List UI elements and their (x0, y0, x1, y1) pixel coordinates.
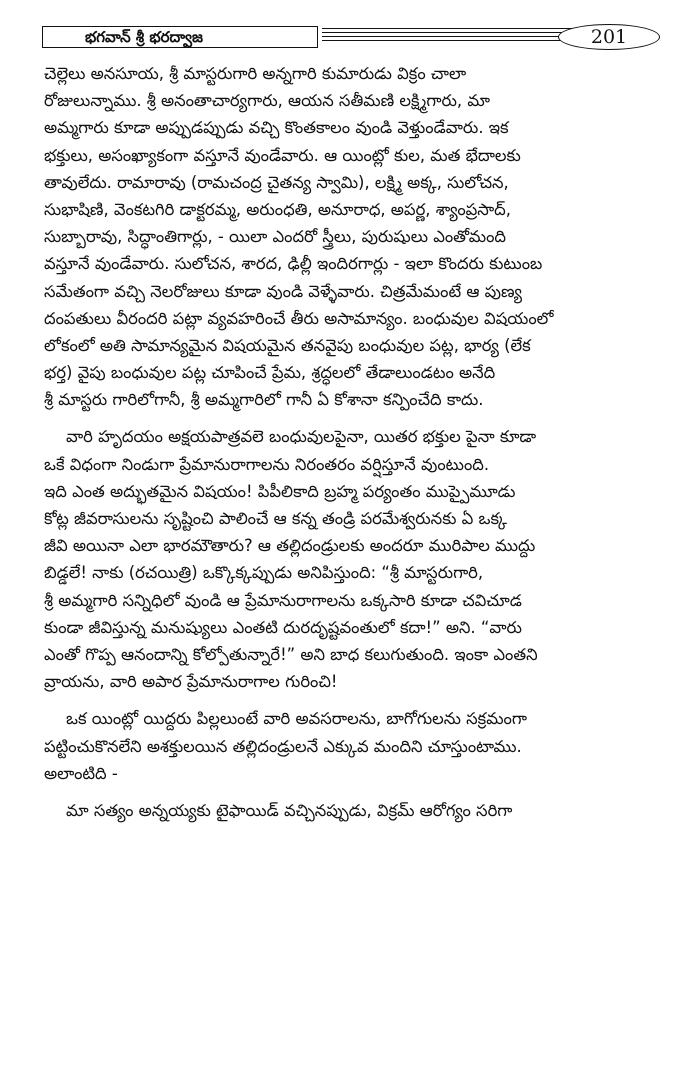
text-line: శ్రీ మాస్టరు గారిలోగానీ, శ్రీ అమ్మగారిలో గానీ ఏ కోశానా కన్పించేది కాదు. (44, 390, 484, 410)
text-line: సుబ్బారావు, సిద్ధాంతిగార్లు, - యిలా ఎందరో స్త్రీలు, పురుషులు ఎంతోమంది (44, 227, 506, 247)
page-number: 201 (558, 24, 660, 50)
text-line: భక్తులు, అసంఖ్యాకంగా వస్తూనే వుండేవారు. ఆ యింట్లో కుల, మత భేదాలకు (44, 145, 521, 165)
text-line: లోకంలో అతి సామాన్యమైన విషయమైన తనవైపు బంధువుల పట్ల, భార్య (లేక (44, 335, 531, 355)
text-line: పట్టించుకొనలేని అశక్తులయిన తల్లిదండ్రులనే ఎక్కువ మందిని చూస్తుంటాము. (44, 736, 522, 756)
text-line: రోజులున్నాము. శ్రీ అనంతాచార్యగారు, ఆయన సతీమణి లక్ష్మిగారు, మా (44, 91, 490, 111)
paragraph (44, 423, 670, 695)
book-title: భగవాన్ శ్రీ భరద్వాజ (42, 26, 318, 48)
text-line: మా సత్యం అన్నయ్యకు టైఫాయిడ్ వచ్చినప్పుడు, విక్రమ్ ఆరోగ్యం సరిగా (66, 800, 513, 820)
text-line: ఎంతో గొప్ప ఆనందాన్ని కోల్పోతున్నారే!” అని బాధ కలుగుతుంది. ఇంకా ఎంతని (44, 644, 538, 664)
paragraph (44, 705, 670, 787)
text-line: అలాంటిది - (44, 763, 118, 783)
paragraph (44, 797, 670, 824)
text-line: ఒక యింట్లో యిద్దరు పిల్లలుంటే వారి అవసరాలను, బాగోగులను సక్రమంగా (66, 709, 527, 729)
paragraph (44, 60, 670, 413)
text-line: సుభాషిణి, వెంకటగిరి డాక్టరమ్మ, అరుంధతి, అనూరాధ, అపర్ణ, శ్యాంప్రసాద్, (44, 199, 511, 219)
text-line: బిడ్డలే! నాకు (రచయిత్రి) ఒక్కొక్కప్పుడు అనిపిస్తుంది: “శ్రీ మాస్టరుగారి, (44, 563, 484, 583)
text-line: భర్త) వైపు బంధువుల పట్ల చూపించే ప్రేమ, శ్రద్ధలలో తేడాలుండటం అనేది (44, 363, 496, 383)
text-line: వస్తూనే వుండేవారు. సులోచన, శారద, ఢిల్లీ ఇందిరగార్లు - ఇలా కొందరు కుటుంబ (44, 254, 543, 274)
text-line: జీవి అయినా ఎలా భారమౌతారు? ఆ తల్లిదండ్రులకు అందరూ మురిపాల ముద్దు (44, 536, 536, 556)
text-line: కుండా జీవిస్తున్న మనుష్యులు ఎంతటి దురదృష్టవంతులో కదా!” అని. “వారు (44, 617, 522, 637)
page-body (44, 60, 670, 834)
text-line: వారి హృదయం అక్షయపాత్రవలె బంధువులపైనా, యితర భక్తుల పైనా కూడా (66, 427, 537, 447)
text-line: ఇది ఎంత అద్భుతమైన విషయం! పిపీలికాది బ్రహ్మ పర్యంతం ముప్పైమూడు (44, 481, 516, 501)
text-line: ఒకే విధంగా నిండుగా ప్రేమానురాగాలను నిరంతరం వర్షిస్తూనే వుంటుంది. (44, 454, 490, 474)
text-line: వ్రాయను, వారి అపార ప్రేమానురాగాల గురించి! (44, 672, 338, 692)
text-line: శ్రీ అమ్మగారి సన్నిధిలో వుండి ఆ ప్రేమానురాగాలను ఒక్కసారి కూడా చవిచూడ (44, 590, 522, 610)
text-line: అమ్మగారు కూడా అప్పుడప్పుడు వచ్చి కొంతకాలం వుండి వెళ్తుండేవారు. ఇక (44, 118, 509, 138)
text-line: తావులేదు. రామారావు (రామచంద్ర చైతన్య స్వామి), లక్ష్మి అక్క, సులోచన, (44, 172, 509, 192)
text-line: సమేతంగా వచ్చి నెలరోజులు కూడా వుండి వెళ్ళేవారు. చిత్రమేమంటే ఆ పుణ్య (44, 281, 523, 301)
header-rule-lines (322, 28, 582, 46)
page-header (42, 26, 670, 52)
text-line: చెల్లెలు అనసూయ, శ్రీ మాస్టరుగారి అన్నగారి కుమారుడు విక్రం చాలా (44, 64, 467, 83)
text-line: దంపతులు వీరందరి పట్లా వ్యవహరించే తీరు అసామాన్యం. బంధువుల విషయంలో (44, 308, 554, 328)
text-line: కోట్ల జీవరాసులను సృష్టించి పాలించే ఆ కన్న తండ్రి పరమేశ్వరునకు ఏ ఒక్క (44, 509, 507, 528)
